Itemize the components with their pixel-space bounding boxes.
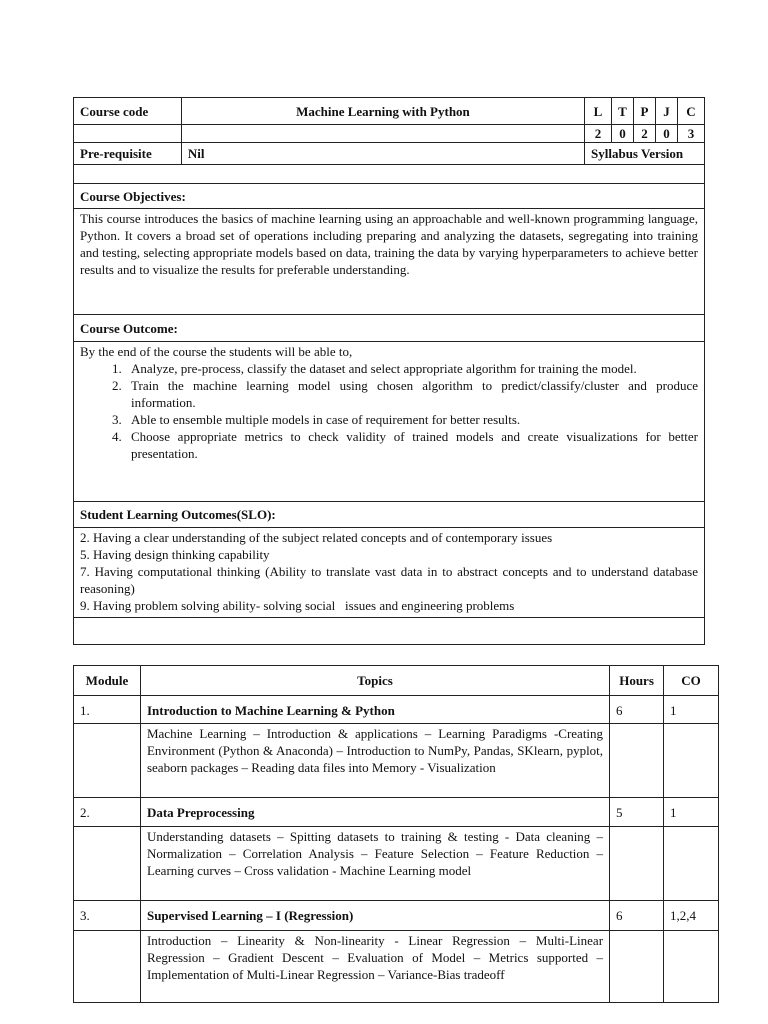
empty-cell <box>664 931 719 1003</box>
empty-cell <box>74 724 141 798</box>
module-co: 1,2,4 <box>664 901 719 931</box>
slo-item: 5. Having design thinking capability <box>80 547 270 562</box>
module-hours: 6 <box>610 901 664 931</box>
header-hours: Hours <box>610 666 664 696</box>
empty-cell <box>74 827 141 901</box>
prereq-label: Pre-requisite <box>74 143 182 165</box>
ltpjc-header-c: C <box>677 98 704 125</box>
objectives-text: This course introduces the basics of machine learning using an approachable and well-known programming language, Python. It covers a broad set of operations including preparing and analyzing the datasets, segregating into training and testing, selecting appropriate models based on data, training the data by varying hyperparameters to achieve better results and to visualize the results for preferable understanding. <box>74 209 705 315</box>
objectives-heading: Course Objectives: <box>74 184 705 209</box>
header-co: CO <box>664 666 719 696</box>
course-title: Machine Learning with Python <box>181 98 584 125</box>
ltpjc-header-t: T <box>612 98 634 125</box>
module-number: 3. <box>74 901 141 931</box>
modules-table <box>73 665 719 1003</box>
blank-row <box>74 165 705 184</box>
ltpjc-value-p: 2 <box>633 125 655 143</box>
ltpjc-header-p: P <box>633 98 655 125</box>
header-topics: Topics <box>140 666 609 696</box>
module-number: 2. <box>74 798 141 827</box>
slo-item: 9. Having problem solving ability- solving social issues and engineering problems <box>80 598 515 613</box>
outcome-intro: By the end of the course the students will be able to, <box>80 344 353 359</box>
module-hours: 6 <box>610 696 664 724</box>
module-title: Introduction to Machine Learning & Python <box>140 696 609 724</box>
module-co: 1 <box>664 798 719 827</box>
module-title: Supervised Learning – I (Regression) <box>140 901 609 931</box>
empty-cell <box>74 931 141 1003</box>
module-description: Understanding datasets – Spitting datasets to training & testing - Data cleaning – Normalization – Correlation Analysis – Feature Selection – Feature Reduction – Learning curves – Cross validation - Machine Learning model <box>140 827 609 901</box>
ltpjc-value-t: 0 <box>612 125 634 143</box>
empty-cell <box>664 827 719 901</box>
prereq-value: Nil <box>181 143 584 165</box>
header-module: Module <box>74 666 141 696</box>
outcome-content <box>74 342 705 502</box>
slo-content <box>74 528 705 618</box>
blank-row <box>74 618 705 645</box>
ltpjc-value-l: 2 <box>585 125 612 143</box>
empty-cell <box>74 125 182 143</box>
empty-cell <box>610 827 664 901</box>
module-title: Data Preprocessing <box>140 798 609 827</box>
syllabus-version-label: Syllabus Version <box>585 143 705 165</box>
module-description: Introduction – Linearity & Non-linearity - Linear Regression – Multi-Linear Regression – Gradient Descent – Evaluation of Model – Metrics supported – Implementation of Multi-Linear Regression – Variance-Bias tradeoff <box>140 931 609 1003</box>
slo-item: 7. Having computational thinking (Ability to translate vast data in to abstract concepts and to understand database reasoning) <box>80 564 698 596</box>
outcome-list <box>80 360 698 462</box>
ltpjc-value-j: 0 <box>655 125 677 143</box>
empty-cell <box>610 724 664 798</box>
module-hours: 5 <box>610 798 664 827</box>
ltpjc-value-c: 3 <box>677 125 704 143</box>
course-code-label: Course code <box>74 98 182 125</box>
outcome-item: 2. Train the machine learning model using chosen algorithm to predict/classify/cluster and produce information. <box>125 377 698 411</box>
slo-heading: Student Learning Outcomes(SLO): <box>74 502 705 528</box>
ltpjc-header-j: J <box>655 98 677 125</box>
empty-cell <box>664 724 719 798</box>
course-syllabus-table <box>73 97 705 645</box>
slo-item: 2. Having a clear understanding of the subject related concepts and of contemporary issues <box>80 530 553 545</box>
outcome-item: 4. Choose appropriate metrics to check validity of trained models and create visualizations for better presentation. <box>125 428 698 462</box>
outcome-heading: Course Outcome: <box>74 315 705 342</box>
empty-cell <box>181 125 584 143</box>
ltpjc-header-l: L <box>585 98 612 125</box>
module-number: 1. <box>74 696 141 724</box>
outcome-item: 1. Analyze, pre-process, classify the dataset and select appropriate algorithm for training the model. <box>125 360 698 377</box>
module-co: 1 <box>664 696 719 724</box>
outcome-item: 3. Able to ensemble multiple models in case of requirement for better results. <box>125 411 698 428</box>
empty-cell <box>610 931 664 1003</box>
module-description: Machine Learning – Introduction & applications – Learning Paradigms -Creating Environment (Python & Anaconda) – Introduction to NumPy, Pandas, SKlearn, pyplot, seaborn packages – Reading data files into Memory - Visualization <box>140 724 609 798</box>
